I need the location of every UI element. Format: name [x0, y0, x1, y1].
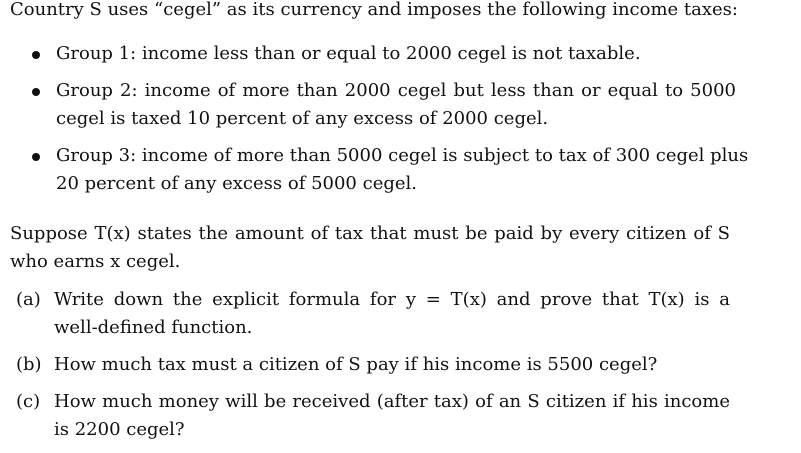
- part-a-line-2: well-defined function.: [54, 317, 253, 338]
- question-part-b: [16, 351, 730, 379]
- paragraph-line-2: who earns x cegel.: [10, 251, 181, 272]
- question-part-a: [16, 286, 730, 342]
- bullet-dot: [32, 51, 40, 59]
- tax-group-2-line-1: Group 2: income of more than 2000 cegel but less than or equal to 5000: [56, 80, 736, 101]
- part-c-line-2: is 2200 cegel?: [54, 419, 185, 440]
- tax-group-1-line-1: Group 1: income less than or equal to 2000 cegel is not taxable.: [56, 43, 641, 64]
- tax-group-3-line-2: 20 percent of any excess of 5000 cegel.: [56, 173, 417, 194]
- function-definition-paragraph: [10, 220, 730, 276]
- tax-group-3-line-1: Group 3: income of more than 5000 cegel is subject to tax of 300 cegel plus: [56, 145, 749, 166]
- question-part-c: [16, 388, 730, 444]
- part-a-line-1: Write down the explicit formula for y = T(x) and prove that T(x) is a: [54, 289, 730, 310]
- question-parts: [0, 286, 801, 444]
- part-b-marker: (b): [16, 354, 42, 375]
- tax-group-1: [56, 40, 736, 68]
- tax-group-3: [56, 142, 749, 198]
- part-a-marker: (a): [16, 289, 41, 310]
- paragraph-line-1: Suppose T(x) states the amount of tax that must be paid by every citizen of S: [10, 223, 730, 244]
- bullet-dot: [32, 153, 40, 161]
- tax-group-2: [56, 77, 736, 133]
- tax-group-2-line-2: cegel is taxed 10 percent of any excess of 2000 cegel.: [56, 108, 549, 129]
- tax-groups-list: [0, 40, 801, 198]
- part-c-marker: (c): [16, 391, 41, 412]
- bullet-dot: [32, 88, 40, 96]
- part-c-line-1: How much money will be received (after tax) of an S citizen if his income: [54, 391, 730, 412]
- intro-text: Country S uses “cegel” as its currency and imposes the following income taxes:: [10, 0, 738, 20]
- part-b-line-1: How much tax must a citizen of S pay if his income is 5500 cegel?: [54, 354, 658, 375]
